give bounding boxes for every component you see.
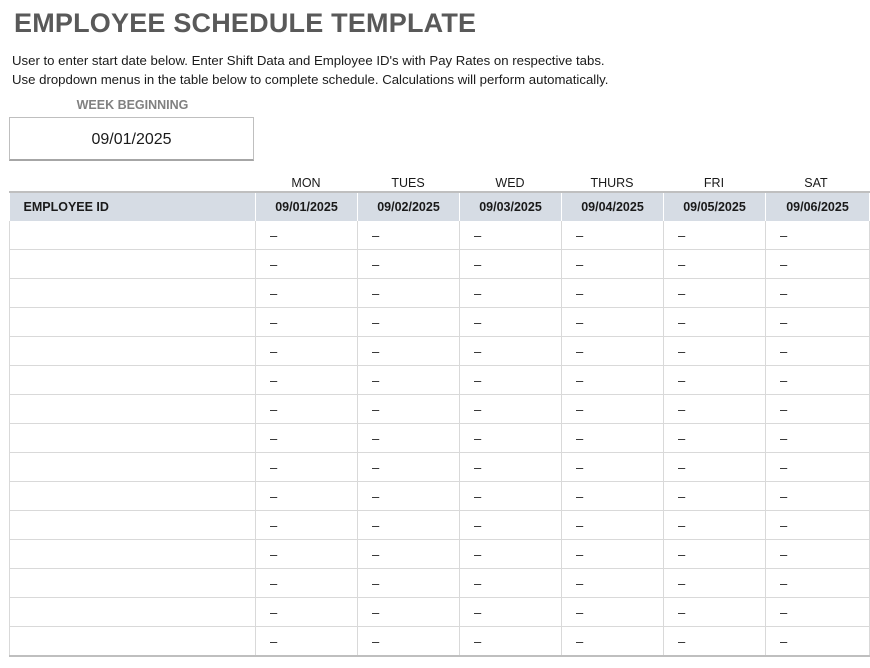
shift-dropdown-cell[interactable]: – bbox=[358, 366, 460, 395]
shift-dropdown-cell[interactable]: – bbox=[256, 453, 358, 482]
shift-dropdown-cell[interactable]: – bbox=[562, 337, 664, 366]
shift-dropdown-cell[interactable]: – bbox=[256, 395, 358, 424]
shift-dropdown-cell[interactable]: – bbox=[766, 337, 870, 366]
shift-dropdown-cell[interactable]: – bbox=[358, 337, 460, 366]
week-beginning-date-input[interactable]: 09/01/2025 bbox=[9, 117, 254, 161]
shift-dropdown-cell[interactable]: – bbox=[358, 424, 460, 453]
shift-dropdown-cell[interactable]: – bbox=[664, 250, 766, 279]
day-name-sat: SAT bbox=[804, 176, 828, 190]
shift-dropdown-cell[interactable]: – bbox=[766, 424, 870, 453]
shift-dropdown-cell[interactable]: – bbox=[562, 308, 664, 337]
shift-dropdown-cell[interactable]: – bbox=[664, 308, 766, 337]
employee-id-cell[interactable] bbox=[10, 569, 256, 598]
shift-dropdown-cell[interactable]: – bbox=[460, 511, 562, 540]
table-row bbox=[10, 366, 870, 395]
table-row bbox=[10, 250, 870, 279]
shift-dropdown-cell[interactable]: – bbox=[256, 511, 358, 540]
shift-dropdown-cell[interactable]: – bbox=[766, 395, 870, 424]
shift-dropdown-cell[interactable]: – bbox=[460, 627, 562, 657]
shift-dropdown-cell[interactable]: – bbox=[460, 366, 562, 395]
shift-dropdown-cell[interactable]: – bbox=[766, 250, 870, 279]
employee-id-cell[interactable] bbox=[10, 308, 256, 337]
employee-id-cell[interactable] bbox=[10, 627, 256, 657]
employee-id-cell[interactable] bbox=[10, 279, 256, 308]
shift-dropdown-cell[interactable]: – bbox=[766, 511, 870, 540]
employee-id-cell[interactable] bbox=[10, 598, 256, 627]
shift-dropdown-cell[interactable]: – bbox=[664, 511, 766, 540]
shift-dropdown-cell[interactable]: – bbox=[766, 453, 870, 482]
shift-dropdown-cell[interactable]: – bbox=[562, 540, 664, 569]
shift-dropdown-cell[interactable]: – bbox=[664, 221, 766, 250]
shift-dropdown-cell[interactable]: – bbox=[460, 337, 562, 366]
shift-dropdown-cell[interactable]: – bbox=[562, 627, 664, 657]
shift-dropdown-cell[interactable]: – bbox=[460, 453, 562, 482]
shift-dropdown-cell[interactable]: – bbox=[562, 569, 664, 598]
table-row bbox=[10, 395, 870, 424]
shift-dropdown-cell[interactable]: – bbox=[256, 482, 358, 511]
shift-dropdown-cell[interactable]: – bbox=[562, 482, 664, 511]
instruction-line-2: Use dropdown menus in the table below to complete schedule. Calculations will perform automatically. bbox=[12, 72, 609, 87]
shift-dropdown-cell[interactable]: – bbox=[664, 540, 766, 569]
shift-dropdown-cell[interactable]: – bbox=[766, 366, 870, 395]
table-row bbox=[10, 540, 870, 569]
shift-dropdown-cell[interactable]: – bbox=[358, 221, 460, 250]
shift-dropdown-cell[interactable]: – bbox=[460, 250, 562, 279]
shift-dropdown-cell[interactable]: – bbox=[256, 250, 358, 279]
shift-dropdown-cell[interactable]: – bbox=[664, 279, 766, 308]
shift-dropdown-cell[interactable]: – bbox=[358, 540, 460, 569]
schedule-body bbox=[10, 221, 870, 656]
shift-dropdown-cell[interactable]: – bbox=[766, 627, 870, 657]
table-row bbox=[10, 627, 870, 657]
shift-dropdown-cell[interactable]: – bbox=[664, 482, 766, 511]
table-row bbox=[10, 511, 870, 540]
shift-dropdown-cell[interactable]: – bbox=[562, 511, 664, 540]
header-row bbox=[10, 193, 870, 221]
shift-dropdown-cell[interactable]: – bbox=[256, 598, 358, 627]
shift-dropdown-cell[interactable]: – bbox=[460, 221, 562, 250]
shift-dropdown-cell[interactable]: – bbox=[562, 250, 664, 279]
table-row bbox=[10, 221, 870, 250]
date-header-thurs: 09/04/2025 bbox=[562, 193, 664, 221]
date-header-mon: 09/01/2025 bbox=[256, 193, 358, 221]
shift-dropdown-cell[interactable]: – bbox=[256, 627, 358, 657]
table-row bbox=[10, 424, 870, 453]
shift-dropdown-cell[interactable]: – bbox=[562, 279, 664, 308]
day-name-thurs: THURS bbox=[590, 176, 634, 190]
shift-dropdown-cell[interactable]: – bbox=[358, 453, 460, 482]
schedule-table bbox=[9, 193, 870, 657]
shift-dropdown-cell[interactable]: – bbox=[256, 279, 358, 308]
shift-dropdown-cell[interactable]: – bbox=[358, 395, 460, 424]
shift-dropdown-cell[interactable]: – bbox=[358, 250, 460, 279]
shift-dropdown-cell[interactable]: – bbox=[562, 598, 664, 627]
table-row bbox=[10, 337, 870, 366]
employee-id-cell[interactable] bbox=[10, 511, 256, 540]
employee-id-cell[interactable] bbox=[10, 221, 256, 250]
shift-dropdown-cell[interactable]: – bbox=[766, 308, 870, 337]
shift-dropdown-cell[interactable]: – bbox=[766, 279, 870, 308]
shift-dropdown-cell[interactable]: – bbox=[460, 569, 562, 598]
shift-dropdown-cell[interactable]: – bbox=[358, 627, 460, 657]
shift-dropdown-cell[interactable]: – bbox=[256, 424, 358, 453]
shift-dropdown-cell[interactable]: – bbox=[460, 482, 562, 511]
day-name-fri: FRI bbox=[703, 176, 725, 190]
shift-dropdown-cell[interactable]: – bbox=[664, 453, 766, 482]
shift-dropdown-cell[interactable]: – bbox=[358, 511, 460, 540]
shift-dropdown-cell[interactable]: – bbox=[664, 395, 766, 424]
shift-dropdown-cell[interactable]: – bbox=[256, 221, 358, 250]
table-row bbox=[10, 453, 870, 482]
week-beginning-label: WEEK BEGINNING bbox=[76, 98, 189, 112]
shift-dropdown-cell[interactable]: – bbox=[256, 308, 358, 337]
shift-dropdown-cell[interactable]: – bbox=[562, 221, 664, 250]
shift-dropdown-cell[interactable]: – bbox=[358, 482, 460, 511]
shift-dropdown-cell[interactable]: – bbox=[256, 366, 358, 395]
shift-dropdown-cell[interactable]: – bbox=[358, 598, 460, 627]
employee-id-cell[interactable] bbox=[10, 453, 256, 482]
employee-id-header: EMPLOYEE ID bbox=[10, 193, 256, 221]
date-header-sat: 09/06/2025 bbox=[766, 193, 870, 221]
shift-dropdown-cell[interactable]: – bbox=[766, 482, 870, 511]
shift-dropdown-cell[interactable]: – bbox=[766, 221, 870, 250]
employee-id-cell[interactable] bbox=[10, 337, 256, 366]
shift-dropdown-cell[interactable]: – bbox=[664, 627, 766, 657]
employee-id-cell[interactable] bbox=[10, 250, 256, 279]
shift-dropdown-cell[interactable]: – bbox=[562, 395, 664, 424]
shift-dropdown-cell[interactable]: – bbox=[358, 279, 460, 308]
employee-id-cell[interactable] bbox=[10, 395, 256, 424]
shift-dropdown-cell[interactable]: – bbox=[460, 308, 562, 337]
shift-dropdown-cell[interactable]: – bbox=[664, 366, 766, 395]
shift-dropdown-cell[interactable]: – bbox=[256, 569, 358, 598]
shift-dropdown-cell[interactable]: – bbox=[664, 337, 766, 366]
shift-dropdown-cell[interactable]: – bbox=[460, 540, 562, 569]
shift-dropdown-cell[interactable]: – bbox=[460, 598, 562, 627]
shift-dropdown-cell[interactable]: – bbox=[358, 569, 460, 598]
shift-dropdown-cell[interactable]: – bbox=[460, 395, 562, 424]
table-row bbox=[10, 569, 870, 598]
shift-dropdown-cell[interactable]: – bbox=[256, 337, 358, 366]
shift-dropdown-cell[interactable]: – bbox=[664, 598, 766, 627]
instruction-line-1: User to enter start date below. Enter Shift Data and Employee ID's with Pay Rates on respective tabs. bbox=[12, 53, 605, 68]
day-name-tues: TUES bbox=[391, 176, 425, 190]
table-row bbox=[10, 279, 870, 308]
shift-dropdown-cell[interactable]: – bbox=[460, 424, 562, 453]
shift-dropdown-cell[interactable]: – bbox=[664, 424, 766, 453]
page-title: EMPLOYEE SCHEDULE TEMPLATE bbox=[14, 8, 477, 38]
shift-dropdown-cell[interactable]: – bbox=[256, 540, 358, 569]
shift-dropdown-cell[interactable]: – bbox=[664, 569, 766, 598]
day-name-wed: WED bbox=[495, 176, 525, 190]
date-header-fri: 09/05/2025 bbox=[664, 193, 766, 221]
date-header-tues: 09/02/2025 bbox=[358, 193, 460, 221]
shift-dropdown-cell[interactable]: – bbox=[358, 308, 460, 337]
shift-dropdown-cell[interactable]: – bbox=[766, 569, 870, 598]
table-row bbox=[10, 598, 870, 627]
shift-dropdown-cell[interactable]: – bbox=[562, 453, 664, 482]
shift-dropdown-cell[interactable]: – bbox=[766, 540, 870, 569]
employee-id-cell[interactable] bbox=[10, 424, 256, 453]
employee-id-cell[interactable] bbox=[10, 540, 256, 569]
date-header-wed: 09/03/2025 bbox=[460, 193, 562, 221]
table-row bbox=[10, 482, 870, 511]
employee-id-cell[interactable] bbox=[10, 482, 256, 511]
shift-dropdown-cell[interactable]: – bbox=[562, 424, 664, 453]
shift-dropdown-cell[interactable]: – bbox=[562, 366, 664, 395]
day-name-mon: MON bbox=[291, 176, 321, 190]
shift-dropdown-cell[interactable]: – bbox=[460, 279, 562, 308]
day-name-row bbox=[255, 176, 867, 190]
shift-dropdown-cell[interactable]: – bbox=[766, 598, 870, 627]
table-row bbox=[10, 308, 870, 337]
employee-id-cell[interactable] bbox=[10, 366, 256, 395]
